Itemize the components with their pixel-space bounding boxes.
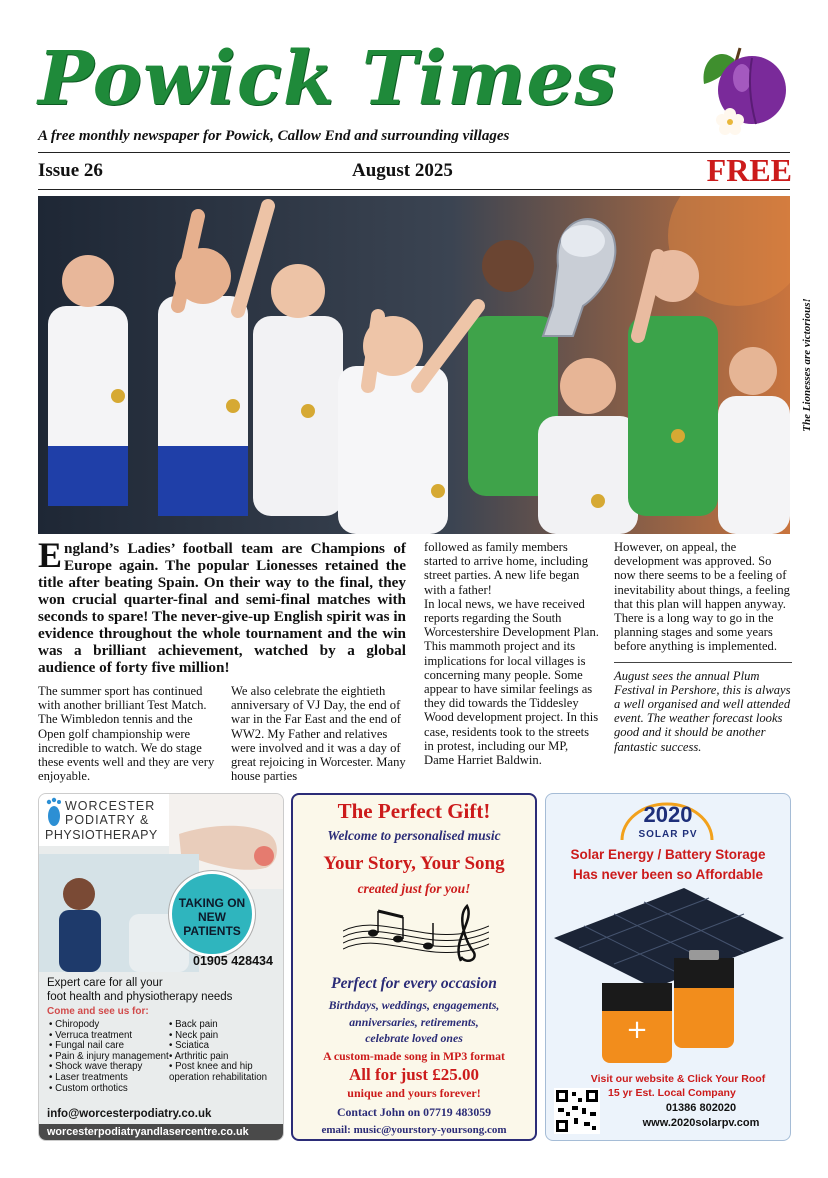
- free-badge: FREE: [706, 152, 792, 188]
- article-text: However, on appeal, the development was approved. So now there seems to be a feeling of inevitability about things, a feeling that this plan will happen anyway. There is a long way to go in the planning stages and some years before anything is implemented.: [614, 540, 790, 654]
- lionesses-photo-illustration: [38, 196, 790, 534]
- list-item: • Pain & injury management: [49, 1052, 169, 1063]
- podiatry-logo: [39, 794, 169, 846]
- song-ad-email-link[interactable]: email: music@yourstory-yoursong.com: [321, 1124, 507, 1136]
- issue-number: Issue 26: [38, 160, 103, 181]
- list-item: • Fungal nail care: [49, 1041, 169, 1052]
- occasion-line: Birthdays, weddings, engagements,: [328, 998, 500, 1012]
- tagline: A free monthly newspaper for Powick, Callow End and surrounding villages: [38, 128, 510, 144]
- services-list-right: [169, 1020, 279, 1084]
- care-line: foot health and physiotherapy needs: [47, 991, 233, 1003]
- plum-festival-note: August sees the annual Plum Festival in Pershore, this is always a well organised and well attended event. The weather forecast looks good and it should be another fantastic success.: [614, 662, 792, 754]
- article-text: followed as family members started to arrive home, including street parties. A new life began with a father!: [424, 540, 589, 597]
- list-item: • Shock wave therapy: [49, 1062, 169, 1073]
- divider: [38, 152, 790, 153]
- list-item: • Neck pain: [169, 1031, 279, 1042]
- song-ad-format: A custom-made song in MP3 format: [323, 1049, 505, 1063]
- podiatry-website-link[interactable]: worcesterpodiatryandlasercentre.co.uk: [39, 1124, 284, 1141]
- list-item: • Post knee and hip operation rehabilitation: [169, 1062, 279, 1083]
- list-item: • Back pain: [169, 1020, 279, 1031]
- services-heading: Come and see us for:: [47, 1006, 149, 1017]
- lionesses-photo: [38, 196, 790, 534]
- solar-advert: [545, 793, 791, 1141]
- new-patients-badge: TAKING ON NEW PATIENTS: [169, 871, 255, 957]
- solar-established: 15 yr Est. Local Company: [608, 1087, 736, 1099]
- podiatry-advert: [38, 793, 284, 1141]
- song-ad-headline: Your Story, Your Song: [323, 853, 505, 874]
- solar-brand-sub: SOLAR PV: [638, 829, 698, 840]
- solar-panel-battery-icon: [554, 888, 784, 1068]
- music-notes-icon: [343, 901, 489, 971]
- podiatry-tagline: [47, 976, 232, 1004]
- article-column-4: [614, 540, 792, 754]
- lead-text: ngland’s Ladies’ football team are Champions of Europe again. The popular Lionesses retained the title after beating Spain. On their way to the final, they won crucial quarter-final and semi-final matches with seconds to spare! The never-give-up English spirit was in evidence throughout the whole tournament and the win was a brilliant achievement, watched by a global audience of forty five million!: [38, 540, 406, 676]
- list-item: • Laser treatments: [49, 1073, 169, 1084]
- list-item: • Chiropody: [49, 1020, 169, 1031]
- lead-paragraph: [38, 535, 406, 676]
- list-item: • Sciatica: [169, 1041, 279, 1052]
- song-ad-created: created just for you!: [357, 881, 471, 896]
- list-item: • Arthritic pain: [169, 1052, 279, 1063]
- plum-logo-icon: [690, 40, 790, 140]
- list-item: • Verruca treatment: [49, 1031, 169, 1042]
- article-column-2: We also celebrate the eightieth anniversary of VJ Day, the end of war in the Far East and the end of WW2. My Father and relatives were involved and it was a day of great rejoicing in Worcester. Many house parties: [231, 684, 406, 784]
- podiatry-name: PHYSIOTHERAPY: [45, 828, 158, 842]
- occasion-line: celebrate loved ones: [365, 1031, 463, 1045]
- footprint-icon: [45, 797, 63, 827]
- song-ad-welcome: Welcome to personalised music: [327, 828, 501, 843]
- podiatry-name: WORCESTER: [65, 799, 156, 813]
- solar-headline: Has never been so Affordable: [572, 867, 764, 882]
- podiatry-name: PODIATRY &: [65, 813, 150, 827]
- song-advert: [291, 793, 537, 1141]
- photo-caption-text: The Lionesses are victorious!: [801, 298, 813, 432]
- song-ad-occasion-heading: Perfect for every occasion: [331, 975, 497, 992]
- podiatry-phone[interactable]: 01905 428434: [193, 954, 273, 968]
- song-ad-title: The Perfect Gift!: [337, 799, 491, 823]
- issue-date: August 2025: [352, 160, 453, 181]
- photo-caption: [794, 196, 820, 534]
- song-ad-contact[interactable]: Contact John on 07719 483059: [336, 1105, 492, 1119]
- solar-phone[interactable]: 01386 802020: [665, 1102, 737, 1114]
- song-ad-unique: unique and yours forever!: [347, 1086, 481, 1100]
- solar-headline: Solar Energy / Battery Storage: [570, 847, 766, 862]
- occasion-line: anniversaries, retirements,: [349, 1014, 479, 1029]
- services-list-left: [49, 1020, 169, 1094]
- svg-text:+: +: [626, 1015, 648, 1045]
- article-column-1: The summer sport has continued with another brilliant Test Match. The Wimbledon tennis and the Open golf championship were incredible to watch. We do stage these events well and they are very enjoyable.: [38, 684, 215, 784]
- solar-website-link[interactable]: www.2020solarpv.com: [642, 1117, 760, 1129]
- solar-brand: [546, 802, 790, 828]
- song-ad-occasions: [293, 997, 535, 1047]
- article-column-3: [424, 540, 600, 767]
- qr-code-icon[interactable]: [554, 1088, 600, 1134]
- solar-brand-text: 2020: [643, 802, 693, 827]
- article-text: In local news, we have received reports regarding the South Worcestershire Development Plan. This mammoth project and its implications for local villages is concerning many people. Some appear to have similar feelings as they did towards the Tiddesley Wood development project. In this case, residents took to the streets in protest, including our MP, Dame Harriet Baldwin.: [424, 596, 599, 768]
- divider: [38, 189, 790, 190]
- solar-visit: Visit our website & Click Your Roof: [590, 1073, 766, 1085]
- care-line: Expert care for all your: [47, 977, 163, 989]
- song-ad-price: All for just £25.00: [348, 1065, 479, 1084]
- list-item: • Custom orthotics: [49, 1084, 169, 1095]
- drop-cap: E: [38, 535, 63, 575]
- podiatry-email-link[interactable]: info@worcesterpodiatry.co.uk: [47, 1108, 212, 1120]
- newspaper-title: Powick Times: [38, 36, 618, 122]
